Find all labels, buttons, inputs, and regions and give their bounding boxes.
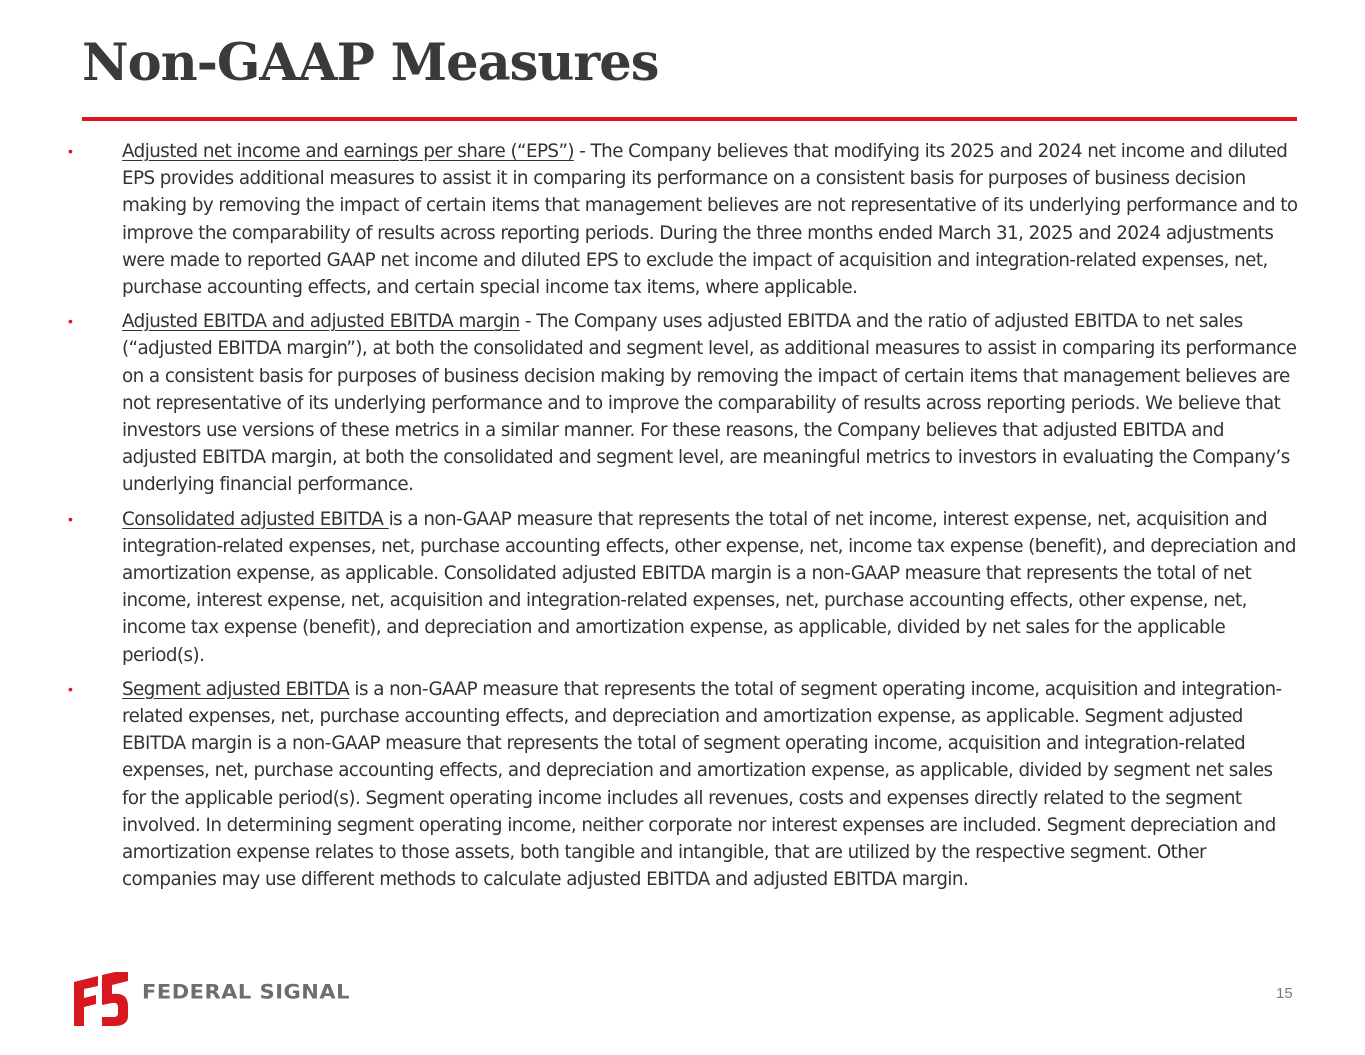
title-divider bbox=[82, 117, 1297, 121]
bullet-list bbox=[60, 138, 1300, 900]
bullet-term: Segment adjusted EBITDA bbox=[122, 678, 350, 700]
bullet-text bbox=[122, 506, 1300, 669]
bullet-body: is a non-GAAP measure that represents the total of net income, interest expense, net, acquisition and integration-related expenses, net, purchase accounting effects, other expense, net, income tax expense (benefit), and depreciation and amortization expense, as applicable. Consolidated adjusted EBITDA margin is a non-GAAP measure that represents the total of net income, interest expense, net, acquisition and integration-related expenses, net, purchase accounting effects, other expense, net, income tax expense (benefit), and depreciation and amortization expense, as applicable, divided by net sales for the applicable period(s). bbox=[122, 508, 1296, 666]
bullet-icon: • bbox=[68, 313, 73, 330]
federal-signal-logo-icon bbox=[68, 972, 130, 1028]
bullet-item bbox=[60, 308, 1300, 498]
page-number: 15 bbox=[1276, 985, 1293, 1002]
bullet-body: - The Company believes that modifying its 2025 and 2024 net income and diluted EPS provides additional measures to assist it in comparing its performance on a consistent basis for purposes of business decision making by removing the impact of certain items that management believes are not representative of its underlying performance and to improve the comparability of results across reporting periods. During the three months ended March 31, 2025 and 2024 adjustments were made to reported GAAP net income and diluted EPS to exclude the impact of acquisition and integration-related expenses, net, purchase accounting effects, and certain special income tax items, where applicable. bbox=[122, 141, 1298, 299]
bullet-text bbox=[122, 138, 1300, 301]
bullet-item bbox=[60, 676, 1300, 894]
company-logo bbox=[68, 972, 358, 1028]
bullet-body: is a non-GAAP measure that represents the total of segment operating income, acquisition and integration-related expenses, net, purchase accounting effects, and depreciation and amortization expense, as applicable. Segment adjusted EBITDA margin is a non-GAAP measure that represents the total of segment operating income, acquisition and integration-related expenses, net, purchase accounting effects, and depreciation and amortization expense, as applicable, divided by segment net sales for the applicable period(s). Segment operating income includes all revenues, costs and expenses directly related to the segment involved. In determining segment operating income, neither corporate nor interest expenses are included. Segment depreciation and amortization expense relates to those assets, both tangible and intangible, that are utilized by the respective segment. Other companies may use different methods to calculate adjusted EBITDA and adjusted EBITDA margin. bbox=[122, 678, 1282, 891]
bullet-item bbox=[60, 506, 1300, 669]
bullet-term: Adjusted net income and earnings per share (“EPS”) bbox=[122, 141, 574, 162]
bullet-term: Adjusted EBITDA and adjusted EBITDA margin bbox=[122, 311, 520, 333]
bullet-icon: • bbox=[68, 680, 73, 697]
bullet-icon: • bbox=[68, 143, 73, 159]
bullet-icon: • bbox=[68, 510, 73, 527]
bullet-text bbox=[122, 308, 1300, 498]
bullet-term: Consolidated adjusted EBITDA bbox=[122, 508, 389, 530]
bullet-text bbox=[122, 676, 1300, 894]
bullet-body: - The Company uses adjusted EBITDA and the ratio of adjusted EBITDA to net sales (“adjusted EBITDA margin”), at both the consolidated and segment level, as additional measures to assist in comparing its performance on a consistent basis for purposes of business decision making by removing the impact of certain items that management believes are not representative of its underlying performance and to improve the comparability of results across reporting periods. We believe that investors use versions of these metrics in a similar manner. For these reasons, the Company believes that adjusted EBITDA and adjusted EBITDA margin, at both the consolidated and segment level, are meaningful metrics to investors in evaluating the Company’s underlying financial performance. bbox=[122, 311, 1297, 496]
page-title: Non-GAAP Measures bbox=[82, 33, 659, 93]
logo-wordmark: FEDERAL SIGNAL bbox=[142, 980, 350, 1004]
bullet-item bbox=[60, 138, 1300, 301]
